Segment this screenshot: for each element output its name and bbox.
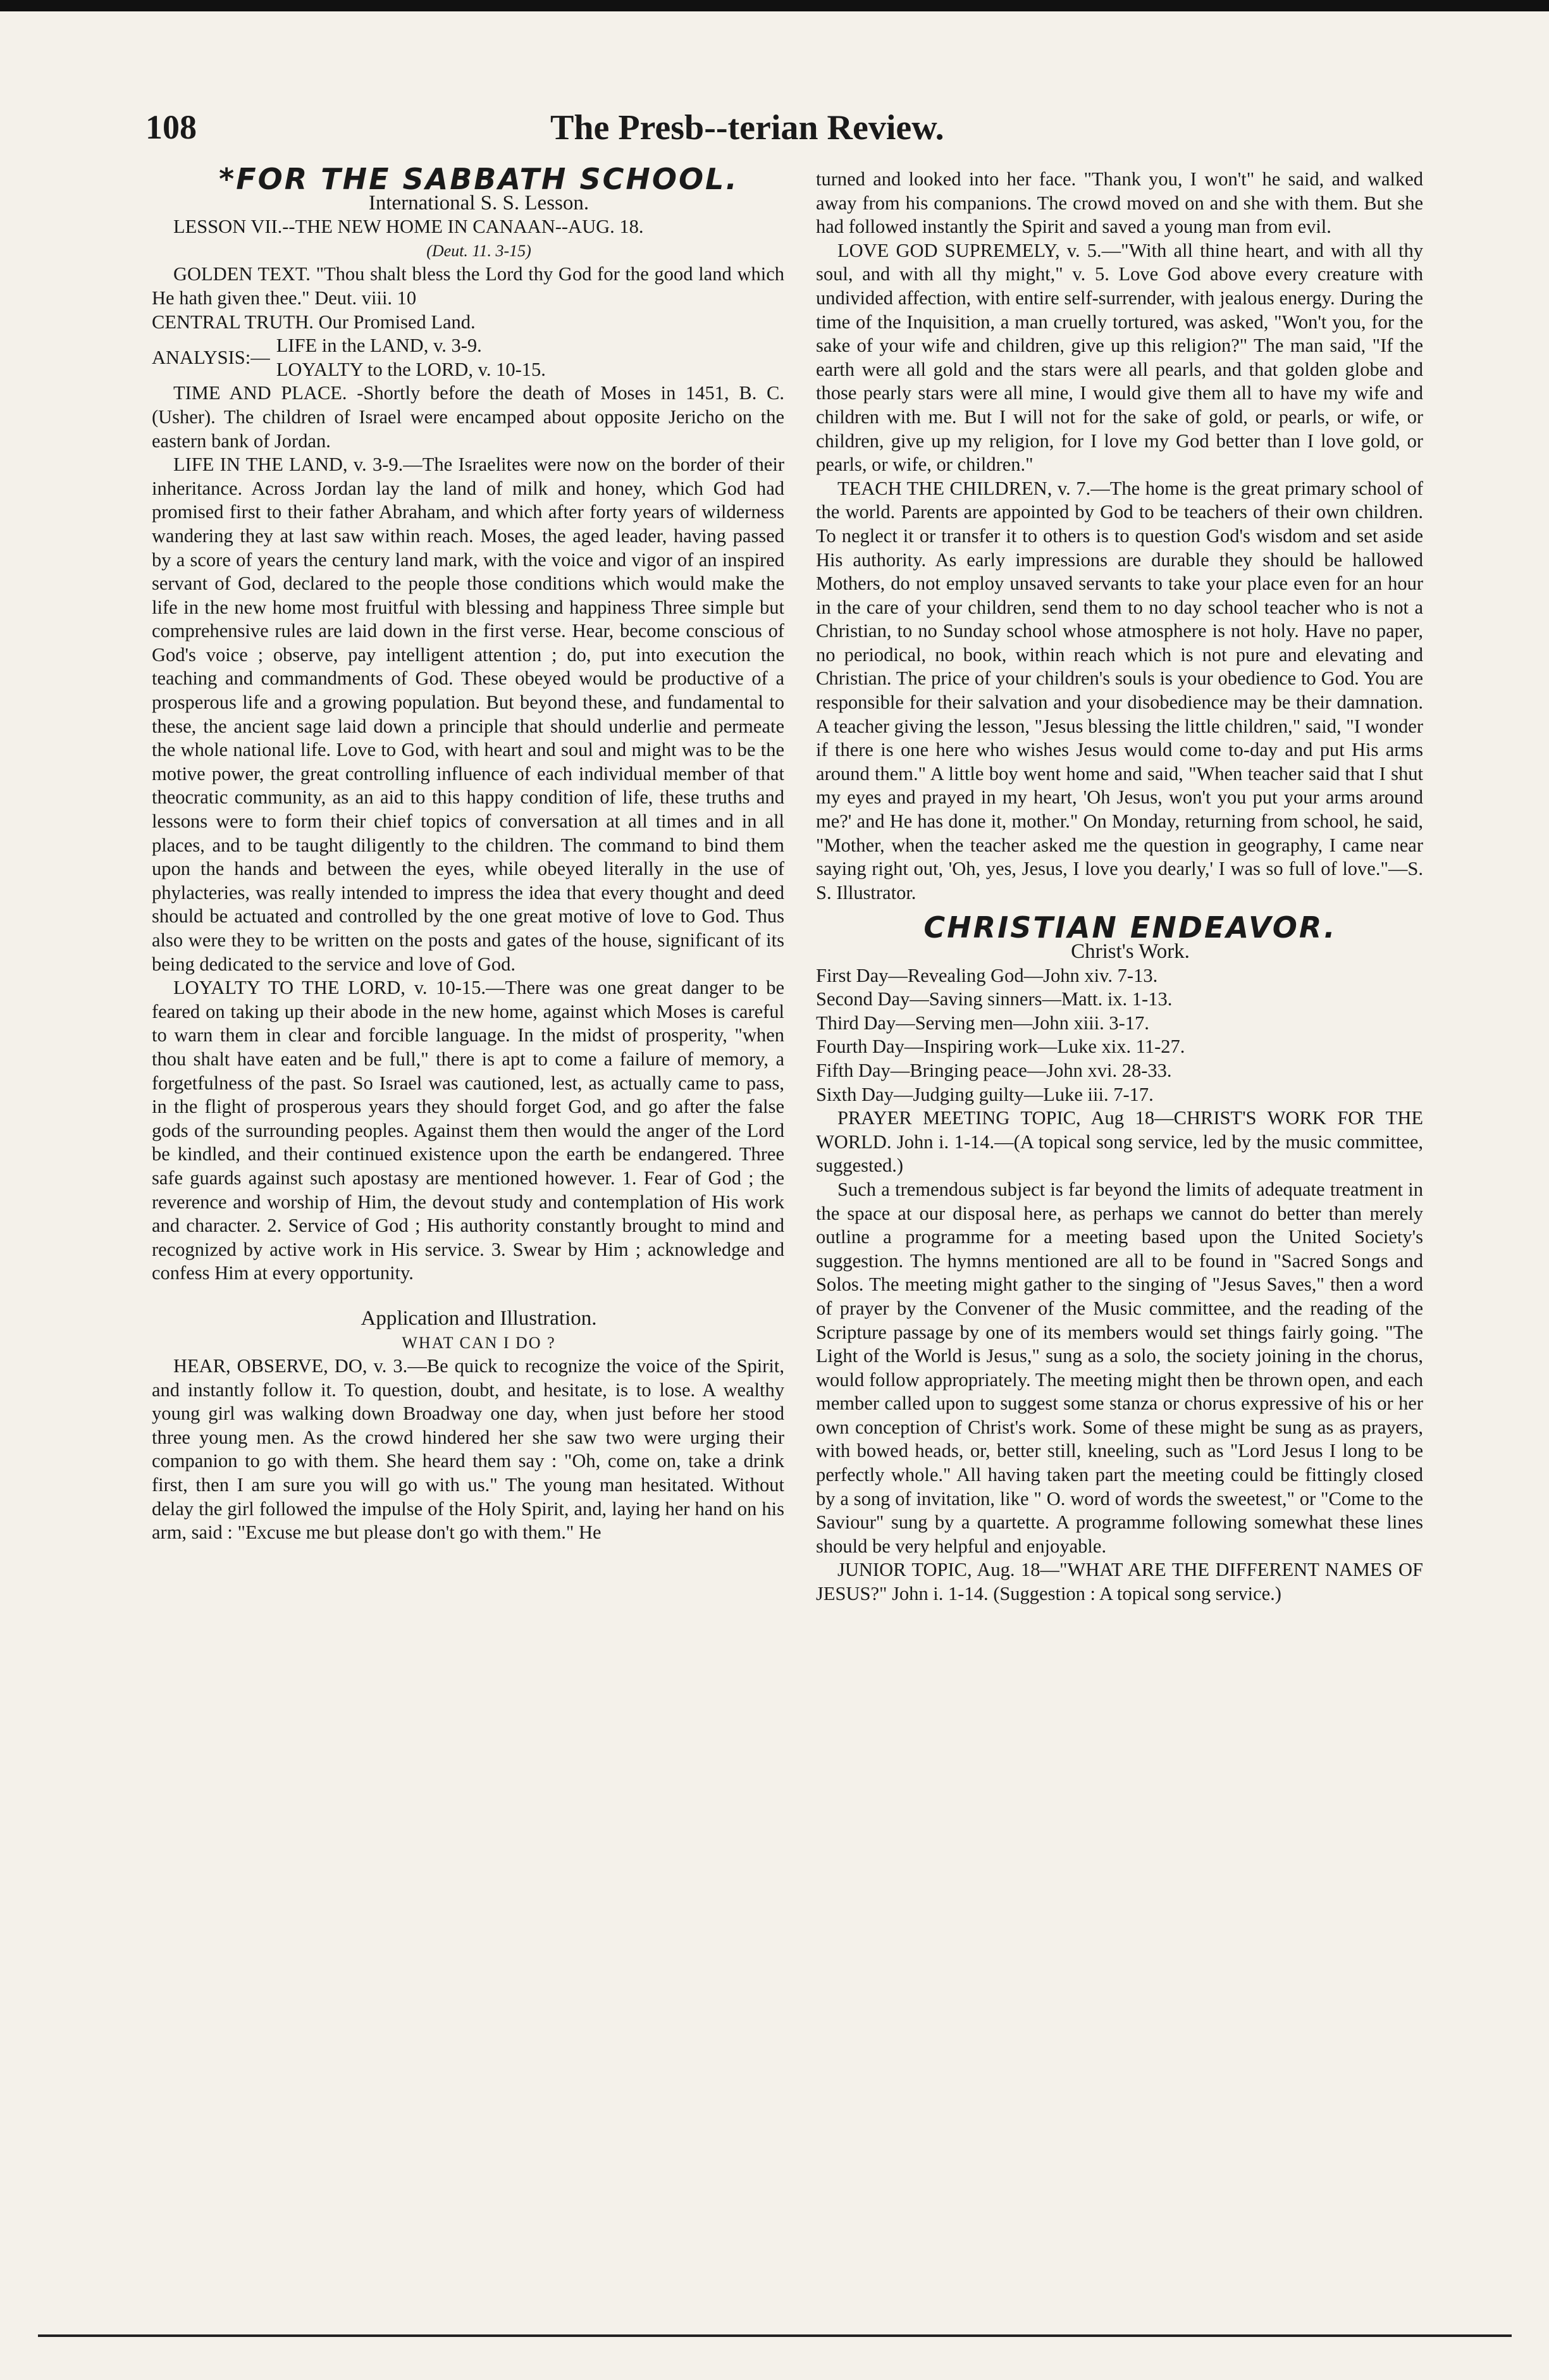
- analysis-line-1: LIFE in the LAND, v. 3-9.: [276, 335, 482, 357]
- lesson-title: LESSON VII.--THE NEW HOME IN CANAAN--AUG. 18.: [173, 216, 644, 238]
- analysis-line-2: LOYALTY to the LORD, v. 10-15.: [276, 358, 546, 380]
- daily-reading: Third Day—Serving men—John xiii. 3-17.: [816, 1012, 1149, 1034]
- bottom-rule: [38, 2334, 1512, 2337]
- daily-reading: Fifth Day—Bringing peace—John xvi. 28-33.: [816, 1059, 1172, 1081]
- golden-text: GOLDEN TEXT. "Thou shalt bless the Lord thy God for the good land which He hath given thee." Deut. viii. 10: [152, 263, 784, 309]
- paragraph-loyalty: LOYALTY TO THE LORD, v. 10-15.—There was one great danger to be feared on taking up their abode in the new home, against which Moses is careful to warn them in clear and forcible language. In the midst of prosperity, "when thou shalt have eaten and be full," there is apt to come a failure of memory, a forgetfulness of the past. So Israel was cautioned, lest, as actually came to pass, in the flight of prosperous years they should forget God, and go after the false gods of the surrounding peoples. Against them then would the anger of the Lord be kindled, and their continued existence upon the earth be endangered. Three safe guards against such apostasy are mentioned however. 1. Fear of God ; the reverence and worship of Him, the devout study and contemplation of His work and character. 2. Service of God ; His authority constantly brought to mind and recognized by active work in His service. 3. Swear by Him ; acknowledge and confess Him at every opportunity.: [152, 977, 784, 1284]
- daily-reading: First Day—Revealing God—John xiv. 7-13.: [816, 964, 1158, 986]
- paragraph-hear-observe-do: HEAR, OBSERVE, DO, v. 3.—Be quick to recognize the voice of the Spirit, and instantly follow it. To question, doubt, and hesitate, is to lose. A wealthy young girl was walking down Broadway one day, when just before her stood three young men. As the crowd hindered her she saw two were urging their companion to go with them. She heard them say : "Oh, come on, take a drink first, then I am sure you will go with us." The young man hesitated. Without delay the girl followed the impulse of the Holy Spirit, and, laying her hand on his arm, said : "Excuse me but please don't go with them." He: [152, 1355, 784, 1544]
- sabbath-school-heading: *FOR THE SABBATH SCHOOL.: [219, 162, 739, 196]
- prayer-meeting-topic: PRAYER MEETING TOPIC, Aug 18—CHRIST'S WORK FOR THE WORLD. John i. 1-14.—(A topical song service, led by the music committee, suggested.): [816, 1107, 1423, 1177]
- running-title: The Presb--terian Review.: [550, 108, 944, 147]
- analysis-label: ANALYSIS:—: [152, 346, 270, 368]
- lesson-subtitle: International S. S. Lesson.: [368, 191, 589, 214]
- analysis-block: [152, 334, 784, 381]
- daily-reading: Sixth Day—Judging guilty—Luke iii. 7-17.: [816, 1083, 1154, 1105]
- application-heading: Application and Illustration.: [361, 1306, 597, 1330]
- christian-endeavor-heading: CHRISTIAN ENDEAVOR.: [923, 910, 1337, 945]
- paragraph-continued: turned and looked into her face. "Thank you, I won't" he said, and walked away from his companions. The crowd moved on and she with them. But she had followed instantly the Spirit and saved a young man from evil.: [816, 168, 1423, 238]
- junior-topic: JUNIOR TOPIC, Aug. 18—"WHAT ARE THE DIFFERENT NAMES OF JESUS?" John i. 1-14. (Suggestion : A topical song service.): [816, 1559, 1423, 1605]
- time-and-place: TIME AND PLACE. -Shortly before the death of Moses in 1451, B. C. (Usher). The children of Israel were encamped about opposite Jericho on the eastern bank of Jordan.: [152, 382, 784, 452]
- central-truth: CENTRAL TRUTH. Our Promised Land.: [152, 311, 476, 333]
- right-column: [816, 168, 1423, 1606]
- daily-readings-list: [816, 964, 1423, 1107]
- scripture-reference: (Deut. 11. 3-15): [426, 241, 531, 260]
- application-subheading: WHAT CAN I DO ?: [402, 1333, 556, 1352]
- christs-work-subtitle: Christ's Work.: [1071, 940, 1190, 963]
- analysis-lines: [276, 334, 546, 381]
- top-border-bar: [0, 0, 1549, 11]
- paragraph-life-in-the-land: LIFE IN THE LAND, v. 3-9.—The Israelites were now on the border of their inheritance. Across Jordan lay the land of milk and honey, which God had promised first to their father Abraham, and which after forty years of wilderness wandering they at last saw within reach. Moses, the aged leader, having passed by a score of years the century land mark, with the voice and vigor of an inspired servant of God, declared to the people those conditions which would make the life in the new home most fruitful with blessing and happiness Three simple but comprehensive rules are laid down in the first verse. Hear, become conscious of God's voice ; observe, pay intelligent attention ; do, put into execution the teaching and commandments of God. These obeyed would be productive of a prosperous life and a growing population. But beyond these, and fundamental to these, the ancient sage laid down a principle that should underlie and permeate the whole national life. Love to God, with heart and soul and might was to be the motive power, the great controlling influence of each individual member of that theocratic community, as an aid to this happy condition of life, these truths and lessons were to form their chief topics of conversation at all times and in all places, and to be taught diligently to the children. The command to bind them upon the hands and between the eyes, while obeyed literally in the use of phylacteries, was really intended to impress the idea that every thought and deed should be actuated and controlled by the one great motive of love to God. Thus also were they to be written on the posts and gates of the house, significant of its being dedicated to the service and love of God.: [152, 454, 784, 975]
- paragraph-teach-children: TEACH THE CHILDREN, v. 7.—The home is the great primary school of the world. Parents are appointed by God to be teachers of their own children. To neglect it or transfer it to others is to question God's wisdom and set aside His authority. As early impressions are durable they should be hallowed Mothers, do not employ unsaved servants to take your place even for an hour in the care of your children, send them to no day school teacher who is not a Christian, to no Sunday school whose atmosphere is not holy. Have no paper, no periodical, no book, within reach which is not pure and elevating and Christian. The price of your children's souls is your obedience to God. You are responsible for their salvation and your disobedience may be their damnation. A teacher giving the lesson, "Jesus blessing the little children," said, "I wonder if there is one here who wishes Jesus would come to-day and put His arms around them." A little boy went home and said, "When teacher said that I shut my eyes and prayed in my heart, 'Oh Jesus, won't you put your arms around me?' and He has done it, mother." On Monday, returning from school, he said, "Mother, when the teacher asked me the question in geography, I came near saying right out, 'Oh, yes, Jesus, I love you dearly,' I was so full of love."—S. S. Illustrator.: [816, 477, 1423, 903]
- daily-reading: Second Day—Saving sinners—Matt. ix. 1-13.: [816, 988, 1173, 1010]
- paragraph-love-god: LOVE GOD SUPREMELY, v. 5.—"With all thine heart, and with all thy soul, and with all thy might," v. 5. Love God above every creature with undivided affection, with entire self-surrender, with jealous energy. During the time of the Inquisition, a man cruelly tortured, was asked, "Won't you, for the sake of your wife and children, give up this religion?" The man said, "If the earth were all gold and the stars were all pearls, and that golden globe and those pearly stars were all mine, I would give them all to have my wife and children with me. But I will not for the sake of gold, or pearls, or wife, or children, give up my religion, for I love my God better than I love gold, or pearls, or wife, or children.": [816, 239, 1423, 476]
- daily-reading: Fourth Day—Inspiring work—Luke xix. 11-27.: [816, 1036, 1185, 1058]
- paragraph-meeting-outline: Such a tremendous subject is far beyond the limits of adequate treatment in the space at our disposal here, as perhaps we cannot do better than merely outline a programme for a meeting based upon the United Society's suggestion. The hymns mentioned are all to be found in "Sacred Songs and Solos. The meeting might gather to the singing of "Jesus Saves," then a word of prayer by the Convener of the Music committee, and the reading of the Scripture passage by one of its members would set things fairly going. "The Light of the World is Jesus," sung as a solo, the society joining in the chorus, would follow appropriately. The meeting might then be thrown open, and each member called upon to suggest some stanza or chorus expressive of his or her own conception of Christ's work. Some of these might be sung as as prayers, with bowed heads, or, better still, kneeling, such as "Lord Jesus I long to be perfectly whole." All having taken part the meeting could be fittingly closed by a song of invitation, like " O. word of words the sweetest," or "Come to the Saviour" sung by a quartette. A programme following somewhat these lines should be very helpful and enjoyable.: [816, 1178, 1423, 1557]
- page-number: 108: [145, 108, 197, 146]
- left-column: [152, 162, 784, 1545]
